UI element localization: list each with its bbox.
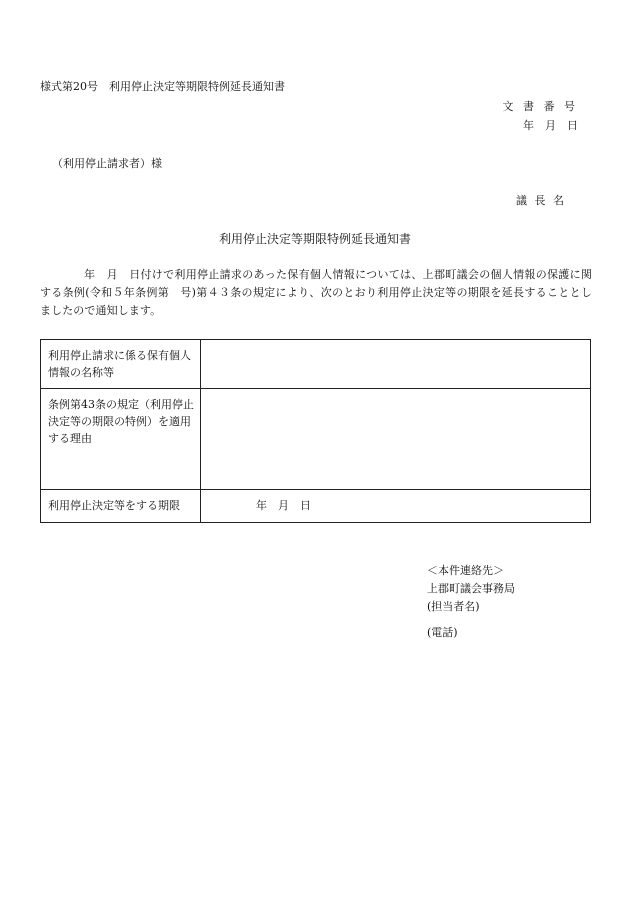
contact-heading: ＜本件連絡先＞ xyxy=(427,564,504,577)
table-row xyxy=(41,490,591,523)
body-paragraph: 年 月 日付けで利用停止請求のあった保有個人情報については、上郡町議会の個人情報の保護に関する条例(令和５年条例第 号)第４３条の規定により、次のとおり利用停止決定等の期限を延長することとしましたので通知します。 xyxy=(40,268,592,317)
contact-office: 上郡町議会事務局 xyxy=(427,582,515,595)
table-value-deadline: 年 月 日 xyxy=(201,490,591,523)
table-row xyxy=(41,340,591,389)
contact-phone: (電話) xyxy=(427,626,458,639)
info-table xyxy=(40,339,591,523)
table-row xyxy=(41,389,591,490)
document-date: 年 月 日 xyxy=(523,119,578,132)
table-label-reason: 条例第43条の規定（利用停止決定等の期限の特例）を適用する理由 xyxy=(41,389,201,490)
addressee: （利用停止請求者）様 xyxy=(52,157,162,170)
table-label-deadline: 利用停止決定等をする期限 xyxy=(41,490,201,523)
table-value-reason xyxy=(201,389,591,490)
chairman-name: 議 長 名 xyxy=(516,194,566,207)
table-value-info-name xyxy=(201,340,591,389)
document-number: 文 書 番 号 xyxy=(502,100,578,113)
table-label-info-name: 利用停止請求に係る保有個人情報の名称等 xyxy=(41,340,201,389)
form-number-label: 様式第20号 利用停止決定等期限特例延長通知書 xyxy=(40,80,285,93)
contact-person: (担当者名) xyxy=(427,600,480,613)
document-title: 利用停止決定等期限特例延長通知書 xyxy=(218,232,411,246)
